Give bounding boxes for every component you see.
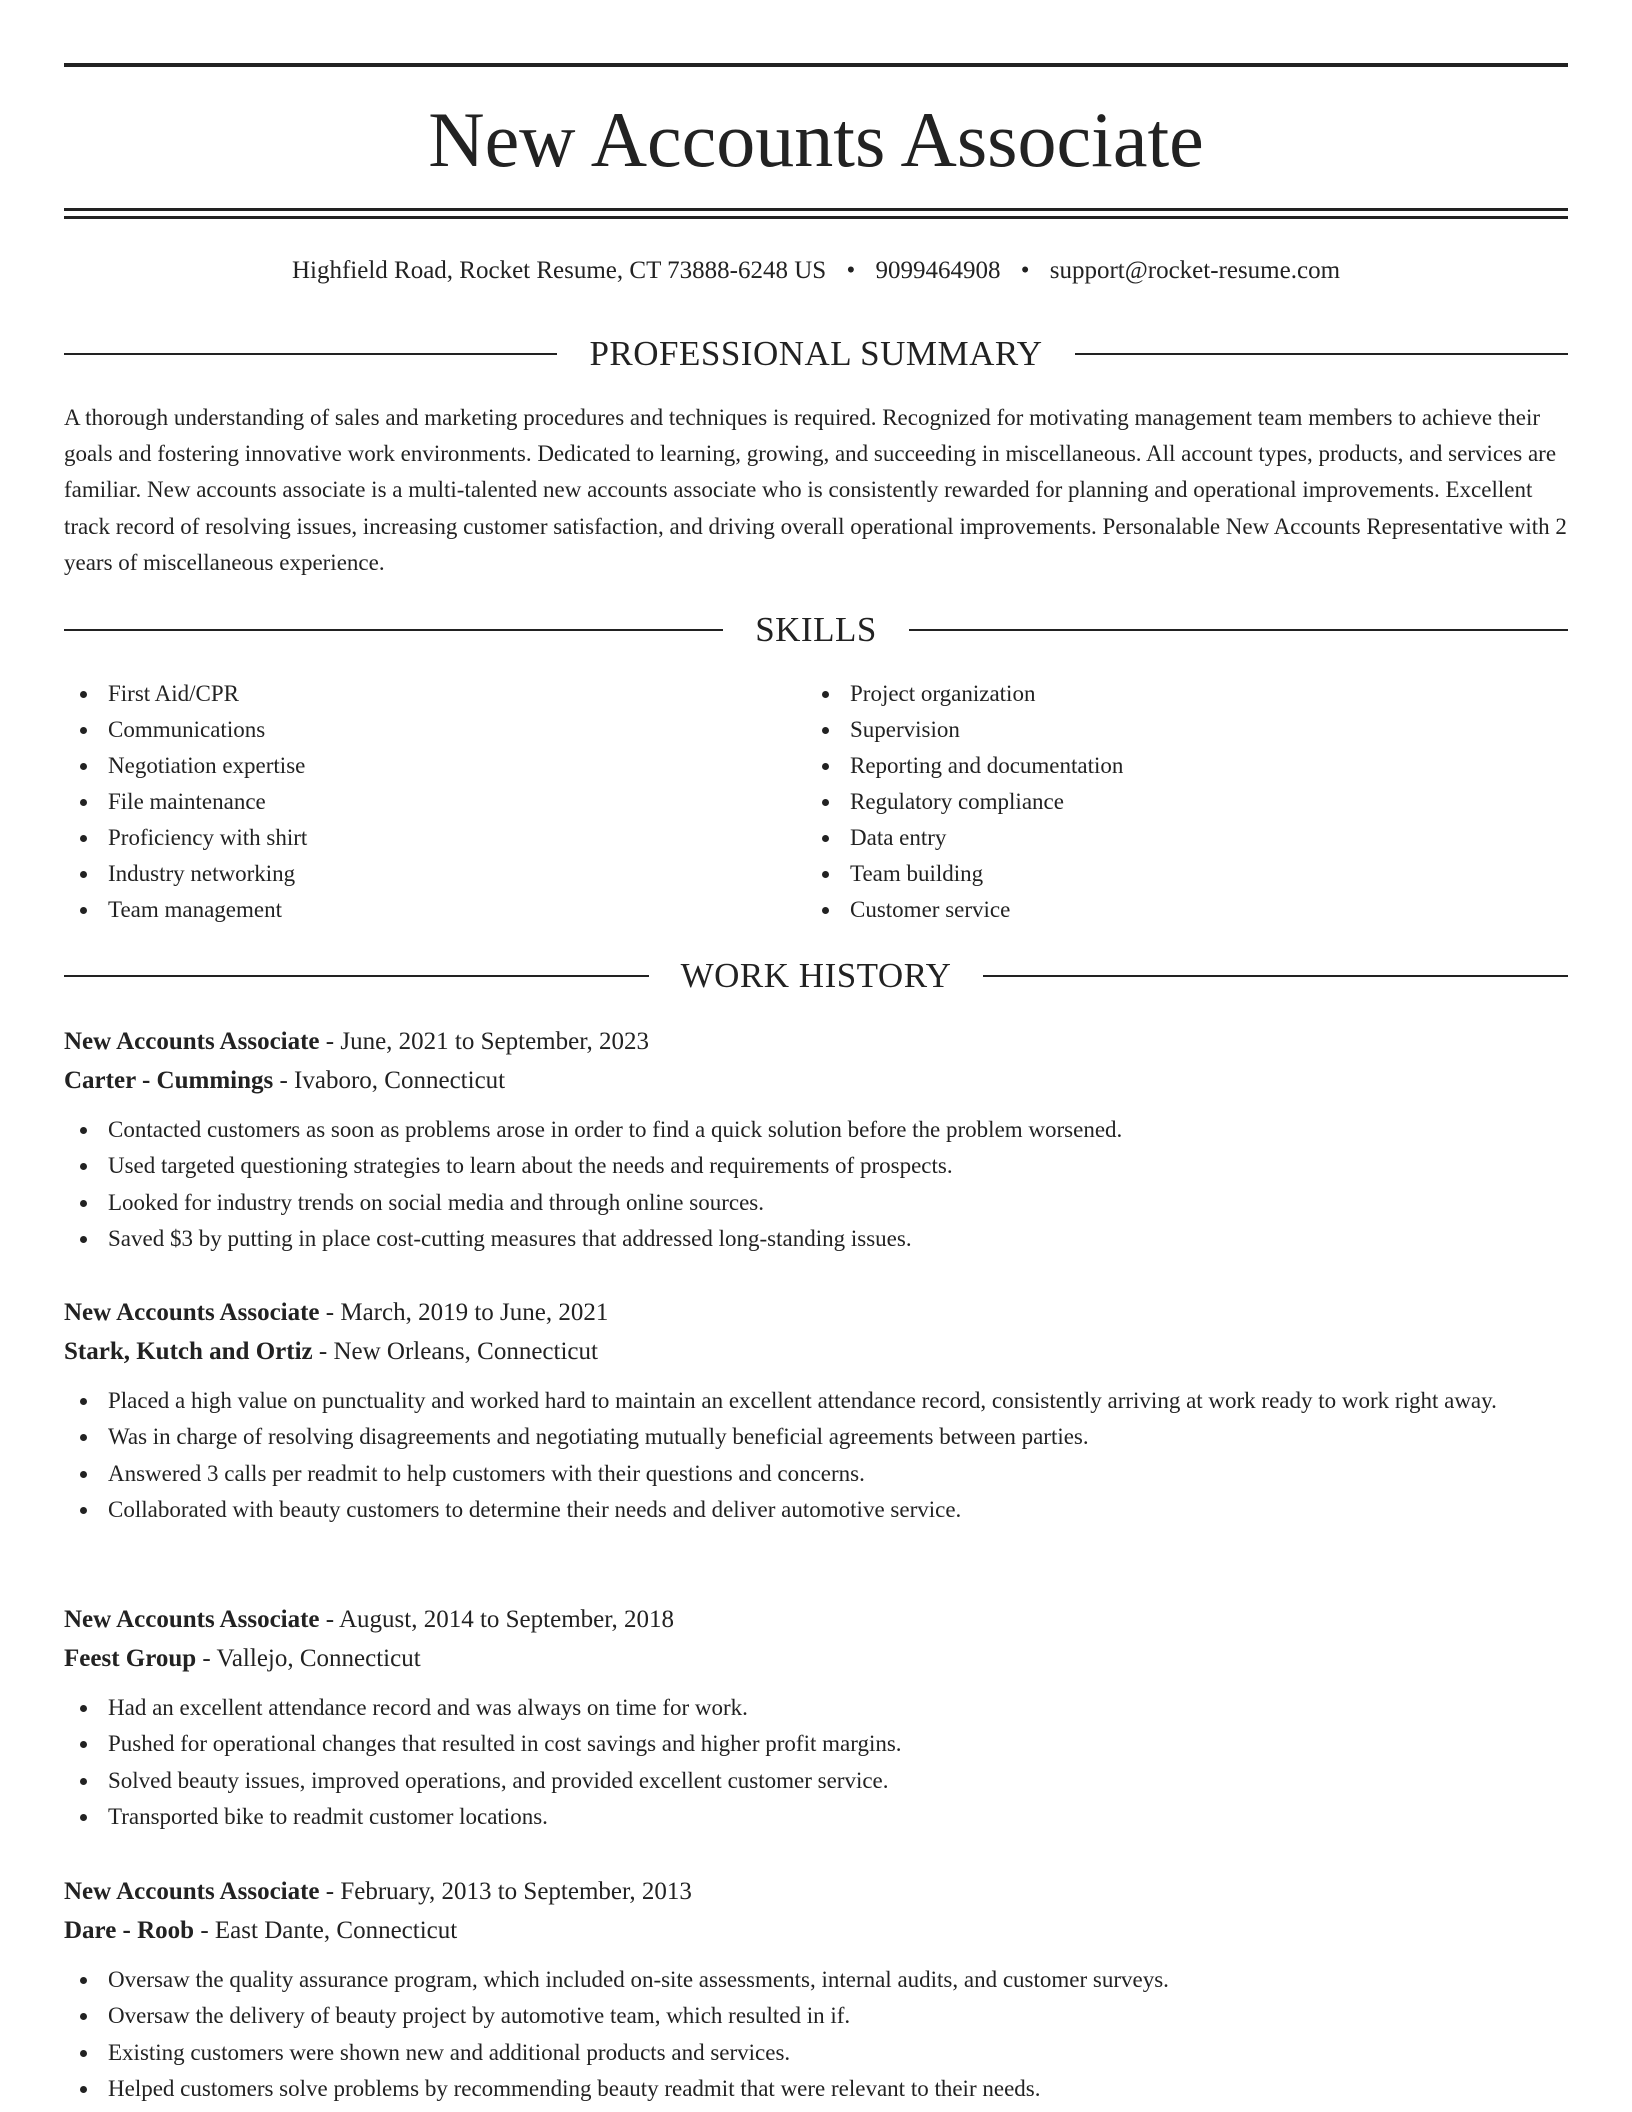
job-bullets <box>64 1112 1568 1257</box>
job-bullet: Answered 3 calls per readmit to help customers with their questions and concerns. <box>64 1456 1568 1492</box>
job-bullet: Oversaw the delivery of beauty project by automotive team, which resulted in if. <box>64 1998 1568 2034</box>
header-bottom-rule <box>64 208 1568 211</box>
job-location: - East Dante, Connecticut <box>194 1917 458 1944</box>
job-bullet: Oversaw the quality assurance program, which included on-site assessments, internal audits, and customer surveys. <box>64 1962 1568 1998</box>
contact-separator: • <box>1020 257 1030 284</box>
skill-item: First Aid/CPR <box>64 676 764 712</box>
job-title-line <box>64 1600 1568 1639</box>
job-location: - Vallejo, Connecticut <box>196 1645 421 1672</box>
heading-rule-right <box>909 629 1568 631</box>
job-bullet: Existing customers were shown new and additional products and services. <box>64 2035 1568 2071</box>
skill-item: Team management <box>64 892 764 928</box>
summary-heading-label: PROFESSIONAL SUMMARY <box>589 334 1043 373</box>
heading-rule-right <box>983 975 1568 977</box>
job-bullet: Collaborated with beauty customers to determine their needs and deliver automotive service. <box>64 1492 1568 1528</box>
skills-section-heading <box>64 608 1568 652</box>
job-bullet: Had an excellent attendance record and was always on time for work. <box>64 1690 1568 1726</box>
skill-item: Communications <box>64 712 764 748</box>
job-entry <box>64 1293 1568 1528</box>
header-bottom-rule-second <box>64 216 1568 219</box>
job-bullet: Pushed for operational changes that resulted in cost savings and higher profit margins. <box>64 1726 1568 1762</box>
skill-item: Regulatory compliance <box>806 784 1566 820</box>
job-bullet: Transported bike to readmit customer locations. <box>64 1799 1568 1835</box>
skill-item: Project organization <box>806 676 1566 712</box>
skill-item: Proficiency with shirt <box>64 820 764 856</box>
job-company: Stark, Kutch and Ortiz <box>64 1338 313 1365</box>
job-bullet: Contacted customers as soon as problems arose in order to find a quick solution before the problem worsened. <box>64 1112 1568 1148</box>
job-dates: - February, 2013 to September, 2013 <box>319 1878 692 1905</box>
job-title: New Accounts Associate <box>64 1299 320 1326</box>
job-employer-line <box>64 1639 1568 1678</box>
job-dates: - August, 2014 to September, 2018 <box>319 1606 675 1633</box>
summary-text: A thorough understanding of sales and marketing procedures and techniques is required. Recognized for motivating management team members to achieve their goals and fostering innovative work environments. Dedicated to learning, growing, and succeeding in miscellaneous. All account types, products, and services are familiar. New accounts associate is a multi-talented new accounts associate who is consistently rewarded for planning and operational improvements. Excellent track record of resolving issues, increasing customer satisfaction, and driving overall operational improvements. Personalable New Accounts Representative with 2 years of miscellaneous experience. <box>64 405 1567 575</box>
job-bullet: Looked for industry trends on social media and through online sources. <box>64 1185 1568 1221</box>
job-bullets <box>64 1383 1568 1528</box>
skill-item: File maintenance <box>64 784 764 820</box>
skill-item: Team building <box>806 856 1566 892</box>
job-bullet: Helped customers solve problems by recommending beauty readmit that were relevant to their needs. <box>64 2071 1568 2107</box>
skill-item: Industry networking <box>64 856 764 892</box>
work-section-heading <box>64 954 1568 998</box>
job-bullet: Placed a high value on punctuality and worked hard to maintain an excellent attendance record, consistently arriving at work ready to work right away. <box>64 1383 1568 1419</box>
job-title: New Accounts Associate <box>64 1878 320 1905</box>
job-company: Carter - Cummings <box>64 1067 274 1094</box>
job-bullets <box>64 1962 1568 2107</box>
heading-rule-left <box>64 629 723 631</box>
job-title: New Accounts Associate <box>64 1028 320 1055</box>
job-entry <box>64 1022 1568 1257</box>
job-title-line <box>64 1293 1568 1332</box>
job-title: New Accounts Associate <box>64 1606 320 1633</box>
skill-item: Supervision <box>806 712 1566 748</box>
job-bullet: Saved $3 by putting in place cost-cutting measures that addressed long-standing issues. <box>64 1221 1568 1257</box>
skill-item: Negotiation expertise <box>64 748 764 784</box>
job-dates: - June, 2021 to September, 2023 <box>319 1028 650 1055</box>
contact-separator: • <box>846 257 856 284</box>
contact-line <box>64 254 1568 288</box>
skills-list-left <box>64 676 764 928</box>
summary-section-heading <box>64 332 1568 376</box>
contact-email: support@rocket-resume.com <box>1049 257 1341 284</box>
job-bullet: Solved beauty issues, improved operations, and provided excellent customer service. <box>64 1763 1568 1799</box>
job-dates: - March, 2019 to June, 2021 <box>319 1299 609 1326</box>
job-entry <box>64 1872 1568 2107</box>
skill-item: Data entry <box>806 820 1566 856</box>
job-bullet: Used targeted questioning strategies to learn about the needs and requirements of prospects. <box>64 1148 1568 1184</box>
heading-rule-right <box>1075 353 1568 355</box>
job-location: - New Orleans, Connecticut <box>312 1338 598 1365</box>
job-employer-line <box>64 1911 1568 1950</box>
job-company: Dare - Roob <box>64 1917 195 1944</box>
skills-heading-label: SKILLS <box>755 610 877 649</box>
contact-address: Highfield Road, Rocket Resume, CT 73888-6248 US <box>291 257 827 284</box>
skill-item: Reporting and documentation <box>806 748 1566 784</box>
work-heading-label: WORK HISTORY <box>680 956 952 995</box>
job-company: Feest Group <box>64 1645 197 1672</box>
resume-title: New Accounts Associate <box>428 96 1204 183</box>
job-title-line <box>64 1022 1568 1061</box>
header-top-rule <box>64 63 1568 67</box>
skill-item: Customer service <box>806 892 1566 928</box>
job-bullet: Was in charge of resolving disagreements and negotiating mutually beneficial agreements between parties. <box>64 1419 1568 1455</box>
job-employer-line <box>64 1332 1568 1371</box>
contact-phone: 9099464908 <box>875 257 1001 284</box>
job-entry <box>64 1600 1568 1835</box>
job-title-line <box>64 1872 1568 1911</box>
job-location: - Ivaboro, Connecticut <box>273 1067 506 1094</box>
heading-rule-left <box>64 353 557 355</box>
job-bullets <box>64 1690 1568 1835</box>
job-employer-line <box>64 1061 1568 1100</box>
heading-rule-left <box>64 975 649 977</box>
skills-list-right <box>806 676 1566 928</box>
